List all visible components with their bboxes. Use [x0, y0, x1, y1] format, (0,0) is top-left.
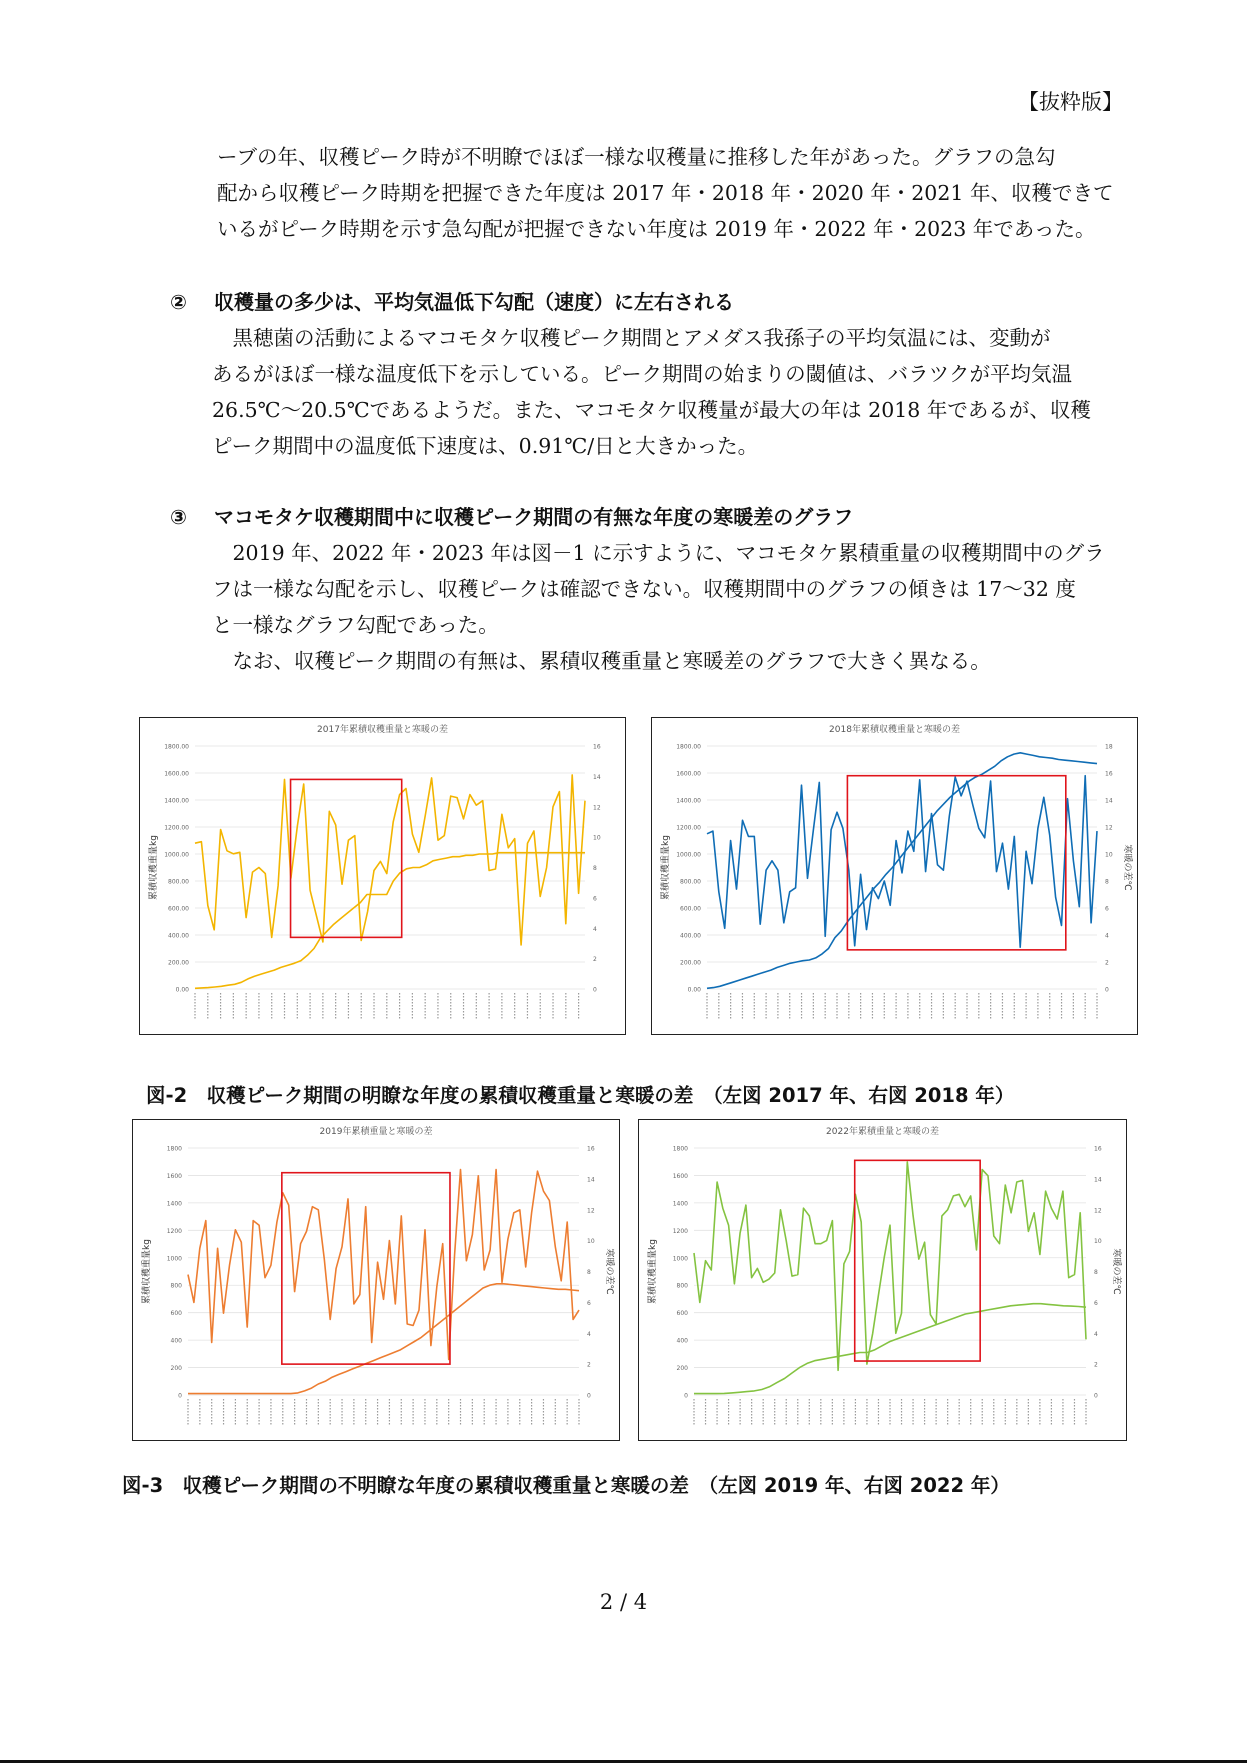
y-tick-label: 400.00 — [680, 932, 701, 940]
y2-tick-label: 10 — [1094, 1238, 1102, 1246]
y-tick-label: 0.00 — [687, 986, 701, 994]
y-tick-label: 1400 — [166, 1200, 182, 1208]
y2-tick-label: 14 — [587, 1176, 595, 1184]
section3-heading — [170, 501, 853, 530]
y-tick-label: 600 — [676, 1310, 688, 1318]
y2-tick-label: 0 — [593, 986, 597, 994]
y2-tick-label: 6 — [587, 1299, 591, 1307]
figure3-caption: 図-3 収穫ピーク期間の不明瞭な年度の累積収穫重量と寒暖の差 （左図 2019 年、右図 2022 年） — [122, 1474, 1010, 1497]
text-line: 2019 年、2022 年・2023 年は図－1 に示すように、マコモタケ累積重量の収穫期間中のグラ — [212, 541, 1105, 565]
chart-2022 — [638, 1119, 1127, 1441]
y-tick-label: 1000.00 — [164, 851, 189, 859]
y2-tick-label: 4 — [1094, 1330, 1098, 1338]
text-line: いるがピーク時期を示す急勾配が把握できない年度は 2019 年・2022 年・2023 年であった。 — [217, 217, 1096, 241]
section2-paragraph — [212, 320, 1122, 464]
chart-title: 2022年累積重量と寒暖の差 — [826, 1127, 939, 1137]
chart-title: 2019年累積重量と寒暖の差 — [319, 1127, 433, 1137]
y2-tick-label: 0 — [1094, 1392, 1098, 1400]
y2-axis-label: 寒暖の差℃ — [604, 1248, 614, 1295]
text-line: と一様なグラフ勾配であった。 — [212, 613, 499, 637]
y-tick-label: 1000 — [166, 1255, 182, 1263]
y-tick-label: 1400.00 — [164, 797, 189, 805]
y-tick-label: 200.00 — [680, 959, 701, 967]
y2-tick-label: 8 — [1105, 878, 1109, 886]
intro-paragraph — [217, 139, 1127, 247]
section2-title: 収穫量の多少は、平均気温低下勾配（速度）に左右される — [214, 290, 734, 314]
y-tick-label: 0.00 — [175, 986, 189, 994]
y-tick-label: 1200 — [672, 1227, 688, 1235]
y2-tick-label: 12 — [1094, 1207, 1102, 1215]
text-line: 26.5℃～20.5℃であるようだ。また、マコモタケ収穫量が最大の年は 2018 年であるが、収穫 — [212, 398, 1091, 422]
y2-tick-label: 10 — [587, 1238, 595, 1246]
y2-tick-label: 14 — [1105, 797, 1113, 805]
y-tick-label: 800.00 — [680, 878, 701, 886]
y-axis-label: 累積収穫重量kg — [142, 1239, 152, 1304]
y-tick-label: 400 — [676, 1337, 688, 1345]
y2-axis-label: 寒暖の差℃ — [1122, 844, 1132, 891]
y-tick-label: 400 — [170, 1337, 182, 1345]
series-temperature-diff — [188, 1170, 579, 1360]
page-number: 2 / 4 — [599, 1590, 648, 1614]
y2-tick-label: 8 — [587, 1269, 591, 1276]
y-tick-label: 1200.00 — [676, 824, 701, 832]
y-tick-label: 600.00 — [168, 905, 189, 913]
y-tick-label: 600 — [170, 1310, 182, 1318]
y2-tick-label: 8 — [593, 865, 597, 872]
text-line: フは一様な勾配を示し、収穫ピークは確認できない。収穫期間中のグラフの傾きは 17～32 度 — [212, 577, 1076, 601]
y2-tick-label: 14 — [593, 773, 601, 781]
y2-tick-label: 14 — [1094, 1176, 1102, 1184]
y2-tick-label: 18 — [1105, 743, 1113, 751]
y-axis-label: 累積収穫重量kg — [149, 835, 159, 900]
y2-tick-label: 0 — [587, 1392, 591, 1400]
excerpt-badge: 【抜粋版】 — [1018, 90, 1123, 114]
y-tick-label: 200 — [676, 1365, 688, 1373]
y-tick-label: 1600.00 — [164, 770, 189, 778]
y2-tick-label: 8 — [1094, 1269, 1098, 1276]
series-temperature-diff — [694, 1162, 1086, 1370]
y-tick-label: 1200 — [166, 1227, 182, 1235]
chart-title: 2017年累積収穫重量と寒暖の差 — [317, 725, 448, 735]
y2-tick-label: 4 — [593, 925, 597, 933]
y-tick-label: 0 — [178, 1392, 182, 1400]
section2-heading — [170, 286, 734, 315]
y-tick-label: 200.00 — [168, 959, 189, 967]
section3-title: マコモタケ収穫期間中に収穫ピーク期間の有無な年度の寒暖差のグラフ — [214, 505, 854, 529]
y-tick-label: 1000.00 — [676, 851, 701, 859]
y2-tick-label: 6 — [1105, 905, 1109, 913]
y2-tick-label: 16 — [1094, 1145, 1102, 1153]
y2-tick-label: 2 — [587, 1361, 591, 1369]
y2-tick-label: 12 — [587, 1207, 595, 1215]
y-tick-label: 1200.00 — [164, 824, 189, 832]
chart-svg — [133, 1120, 619, 1440]
y-axis-label: 累積収穫重量kg — [648, 1239, 658, 1304]
y2-tick-label: 16 — [587, 1145, 595, 1153]
series-cumulative-weight — [694, 1304, 1086, 1394]
y-tick-label: 1800.00 — [164, 743, 189, 751]
y-tick-label: 1600 — [166, 1172, 182, 1180]
y-tick-label: 800 — [676, 1282, 688, 1290]
section2-number: ② — [170, 290, 187, 314]
peak-period-box — [847, 776, 1065, 950]
y-tick-label: 0 — [684, 1392, 688, 1400]
y2-tick-label: 6 — [593, 895, 597, 903]
text-line: 配から収穫ピーク時期を把握できた年度は 2017 年・2018 年・2020 年・2021 年、収穫できて — [217, 181, 1114, 205]
y-tick-label: 1400 — [672, 1200, 688, 1208]
y-tick-label: 1600 — [672, 1172, 688, 1180]
chart-2018 — [651, 717, 1138, 1035]
y2-tick-label: 10 — [1105, 851, 1113, 859]
chart-2017 — [139, 717, 626, 1035]
series-cumulative-weight — [188, 1284, 579, 1394]
y2-tick-label: 2 — [1094, 1361, 1098, 1369]
y-tick-label: 1800 — [166, 1145, 182, 1153]
y-tick-label: 200 — [170, 1365, 182, 1373]
y2-tick-label: 16 — [1105, 770, 1113, 778]
text-line: あるがほぼ一様な温度低下を示している。ピーク期間の始まりの閾値は、バラツクが平均気温 — [212, 362, 1072, 386]
y2-tick-label: 10 — [593, 834, 601, 842]
chart-svg — [140, 718, 625, 1034]
y-tick-label: 1800 — [672, 1145, 688, 1153]
y-tick-label: 800.00 — [168, 878, 189, 886]
series-temperature-diff — [195, 775, 585, 945]
y2-tick-label: 12 — [593, 804, 601, 812]
y2-tick-label: 2 — [593, 956, 597, 964]
text-line: ーブの年、収穫ピーク時が不明瞭でほぼ一様な収穫量に推移した年があった。グラフの急勾 — [217, 145, 1056, 169]
series-temperature-diff — [707, 776, 1097, 948]
chart-svg — [652, 718, 1137, 1034]
y2-tick-label: 6 — [1094, 1299, 1098, 1307]
section3-paragraph — [212, 535, 1122, 679]
section3-number: ③ — [170, 505, 187, 529]
y-tick-label: 1600.00 — [676, 770, 701, 778]
chart-title: 2018年累積収穫重量と寒暖の差 — [829, 725, 960, 735]
y-tick-label: 800 — [170, 1282, 182, 1290]
y-tick-label: 1800.00 — [676, 743, 701, 751]
y-tick-label: 1000 — [672, 1255, 688, 1263]
figure2-caption: 図-2 収穫ピーク期間の明瞭な年度の累積収穫重量と寒暖の差 （左図 2017 年、右図 2018 年） — [146, 1084, 1015, 1107]
y2-axis-label: 寒暖の差℃ — [1111, 1248, 1121, 1295]
text-line: なお、収穫ピーク期間の有無は、累積収穫重量と寒暖差のグラフで大きく異なる。 — [212, 649, 991, 673]
y2-tick-label: 16 — [593, 743, 601, 751]
y2-tick-label: 4 — [1105, 932, 1109, 940]
y2-tick-label: 2 — [1105, 959, 1109, 967]
y2-tick-label: 0 — [1105, 986, 1109, 994]
chart-svg — [639, 1120, 1126, 1440]
y2-tick-label: 4 — [587, 1330, 591, 1338]
y2-tick-label: 12 — [1105, 824, 1113, 832]
series-cumulative-weight — [195, 853, 585, 989]
text-line: 黒穂菌の活動によるマコモタケ収穫ピーク期間とアメダス我孫子の平均気温には、変動が — [212, 326, 1051, 350]
text-line: ピーク期間中の温度低下速度は、0.91℃/日と大きかった。 — [212, 434, 759, 458]
chart-2019 — [132, 1119, 620, 1441]
y-tick-label: 400.00 — [168, 932, 189, 940]
y-tick-label: 600.00 — [680, 905, 701, 913]
y-axis-label: 累積収穫重量kg — [661, 835, 671, 900]
y-tick-label: 1400.00 — [676, 797, 701, 805]
